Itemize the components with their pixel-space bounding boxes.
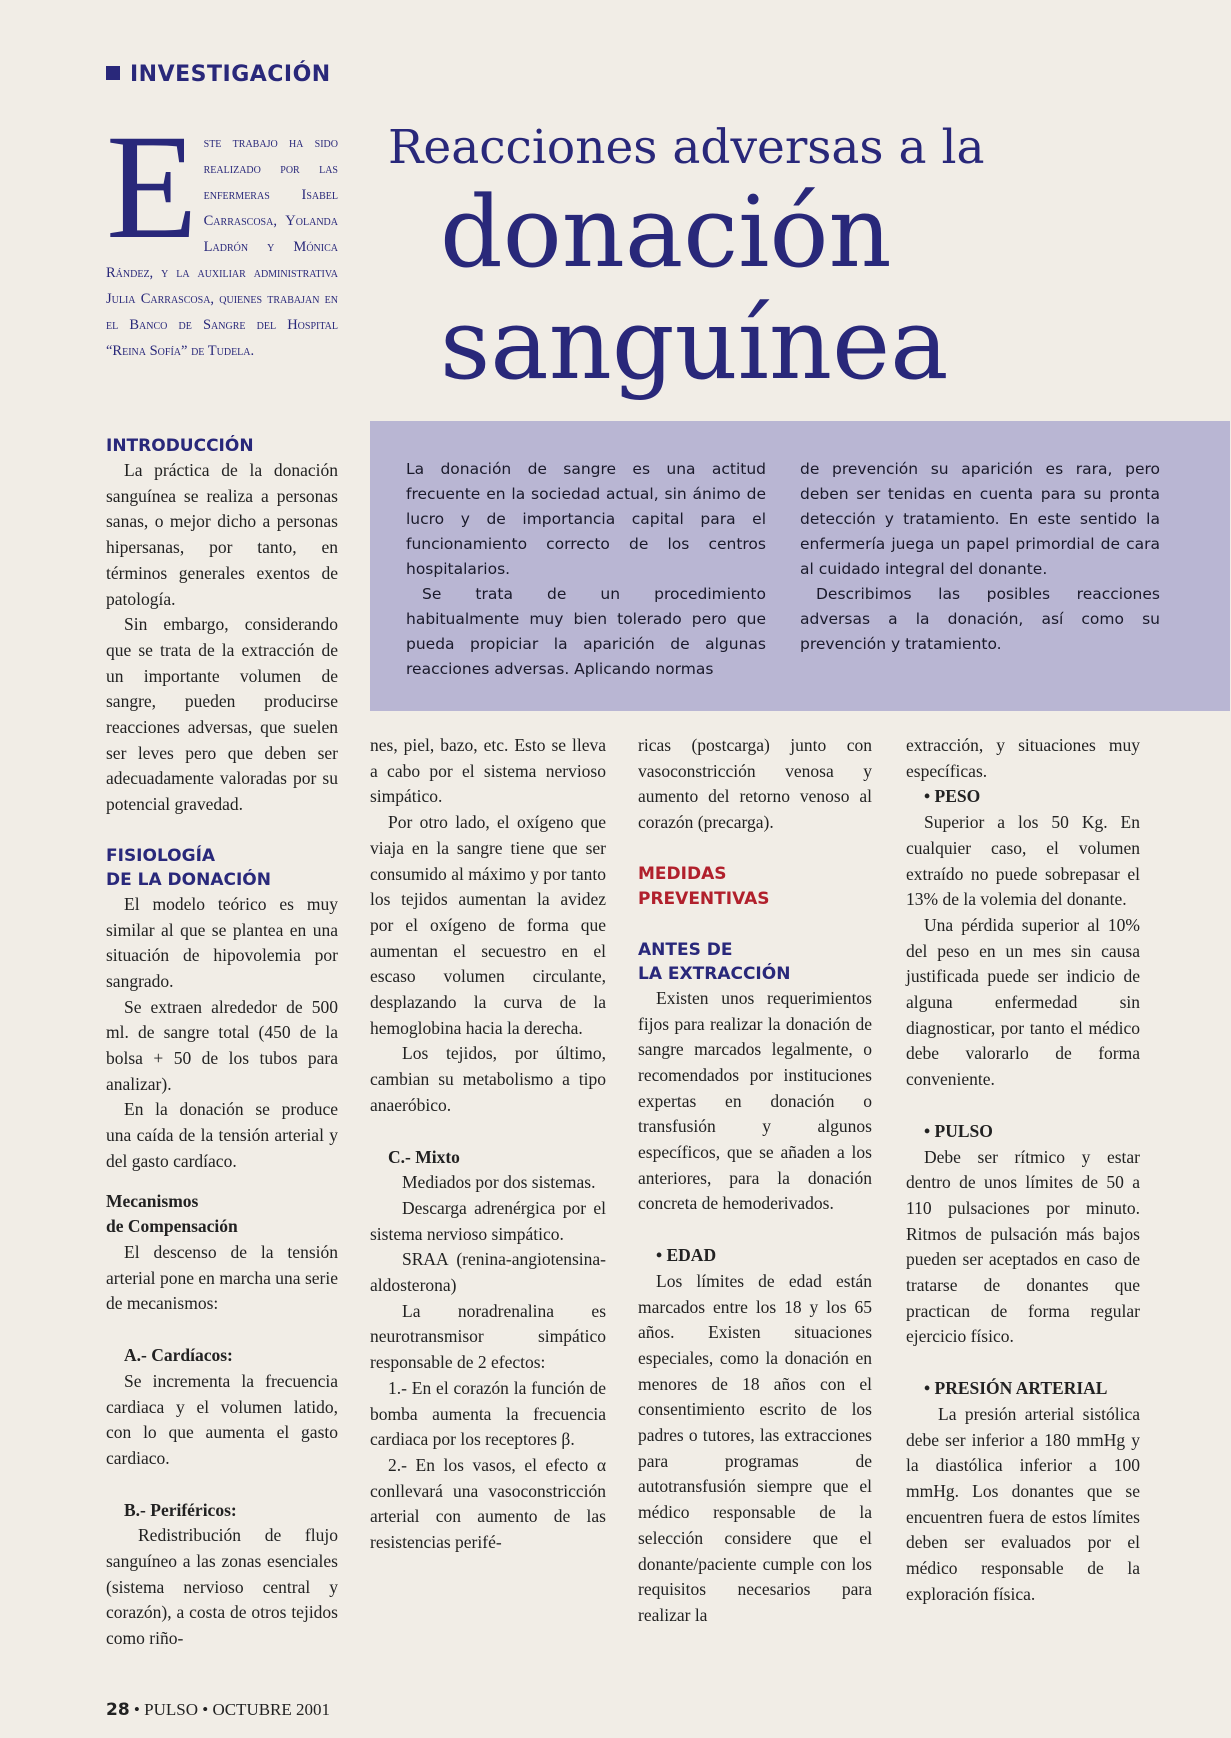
abstract-paragraph: Describimos las posibles reacciones adversas a la donación, así como su prevención y tratamiento. <box>800 585 1160 653</box>
paragraph: La noradrenalina es neurotransmisor simpático responsable de 2 efectos: <box>370 1300 606 1373</box>
heading-mecanismos: Mecanismos <box>106 1190 199 1211</box>
abstract-col-1 <box>406 457 766 691</box>
heading-edad: • EDAD <box>656 1245 717 1266</box>
drop-cap: E <box>106 104 198 270</box>
paragraph: Superior a los 50 Kg. En cualquier caso, el volumen extraído no puede sobrepasar el 13% de la volemia del donante. <box>906 812 1140 910</box>
heading-cardiacos: A.- Cardíacos: <box>124 1345 233 1366</box>
title-line-3: sanguínea <box>440 288 949 402</box>
text-column-3 <box>638 733 872 1629</box>
separator: • <box>133 1700 140 1719</box>
magazine-name: PULSO <box>144 1700 198 1719</box>
paragraph: El descenso de la tensión arterial pone en marcha una serie de mecanismos: <box>106 1241 338 1314</box>
paragraph: Mediados por dos sistemas. <box>402 1172 596 1193</box>
abstract-paragraph: La donación de sangre es una actitud frecuente en la sociedad actual, sin ánimo de lucro y de importancia capital para el funcionamiento correcto de los centros hospitalarios. <box>406 460 766 578</box>
separator: • <box>202 1700 209 1719</box>
paragraph: Se incrementa la frecuencia cardiaca y el volumen latido, con lo que aumenta el gasto cardiaco. <box>106 1370 338 1468</box>
paragraph: Redistribución de flujo sanguíneo a las zonas esenciales (sistema nervioso central y corazón), a costa de otros tejidos como riño- <box>106 1525 338 1649</box>
text-column-2 <box>370 733 606 1556</box>
paragraph: En la donación se produce una caída de la tensión arterial y del gasto cardíaco. <box>106 1099 338 1171</box>
heading-introduccion: INTRODUCCIÓN <box>106 436 254 456</box>
heading-presion-arterial: • PRESIÓN ARTERIAL <box>924 1378 1108 1399</box>
paragraph: La práctica de la donación sanguínea se realiza a personas sanas, o mejor dicho a personas hipersanas, por tanto, en términos generales exentos de patología. <box>106 460 338 609</box>
paragraph: Los límites de edad están marcados entre los 18 y los 65 años. Existen situaciones especiales, como la donación en menores de 18 años con el consentimiento escrito de los padres o tutores, las extracciones para programas de autotransfusión siempre que el médico responsable de la selección considere que el donante/paciente cumple con los requisitos necesarios para realizar la <box>638 1270 872 1625</box>
paragraph: Sin embargo, considerando que se trata de la extracción de un importante volumen de sangre, pueden producirse reacciones adversas, que suelen ser leves pero que deben ser adecuadamente valoradas por su potencial gravedad. <box>106 614 338 815</box>
issue-date: OCTUBRE 2001 <box>212 1700 331 1719</box>
paragraph: La presión arterial sistólica debe ser inferior a 180 mmHg y la diastólica inferior a 100 mmHg. Los donantes que se encuentren fuera de estos límites deben ser evaluados por el médico responsable de la exploración física. <box>906 1403 1140 1604</box>
heading-de-la-donacion: DE LA DONACIÓN <box>106 869 271 890</box>
abstract-col-2 <box>800 457 1160 691</box>
paragraph: Una pérdida superior al 10% del peso en un mes sin causa justificada puede ser indicio de alguna enfermedad sin diagnosticar, por tanto el médico debe valorarlo de forma conveniente. <box>906 914 1140 1090</box>
paragraph: El modelo teórico es muy similar al que se plantea en una situación de hipovolemia por sangrado. <box>106 893 338 991</box>
heading-de-compensacion: de Compensación <box>106 1216 238 1237</box>
abstract-paragraph: de prevención su aparición es rara, pero deben ser tenidas en cuenta para su pronta detección y tratamiento. En este sentido la enfermería juega un papel primordial de cara al cuidado integral del donante. <box>800 460 1160 578</box>
heading-perifericos: B.- Periféricos: <box>124 1499 237 1520</box>
paragraph: SRAA (renina-angiotensina-aldosterona) <box>370 1249 606 1296</box>
paragraph: Descarga adrenérgica por el sistema nervioso simpático. <box>370 1197 606 1244</box>
square-bullet-icon <box>106 66 120 80</box>
heading-peso: • PESO <box>924 786 981 807</box>
paragraph: Por otro lado, el oxígeno que viaja en la sangre tiene que ser consumido al máximo y por tanto los tejidos aumentan la avidez por el oxígeno de forma que aumentan el secuestro en el escaso volumen circulante, desplazando la curva de la hemoglobina hacia la derecha. <box>370 812 606 1038</box>
heading-mixto: C.- Mixto <box>388 1146 460 1167</box>
paragraph: ricas (postcarga) junto con vasoconstricción venosa y aumento del retorno venoso al corazón (precarga). <box>638 735 872 833</box>
page-footer <box>106 1700 330 1720</box>
intro-credits <box>106 104 338 364</box>
heading-antes-de: ANTES DE <box>638 939 733 960</box>
paragraph: Se extraen alrededor de 500 ml. de sangre total (450 de la bolsa + 50 de los tubos para analizar). <box>106 996 338 1094</box>
heading-fisiologia: FISIOLOGÍA <box>106 845 216 866</box>
section-tag: INVESTIGACIÓN <box>106 62 331 87</box>
intro-text: ste trabajo ha sido realizado por las enfermeras Isabel Carrascosa, Yolanda Ladrón y Mónica Rández, y la auxiliar administrativa Julia Carrascosa, quienes trabajan en el Banco de Sangre del Hospital “Reina Sofía” de Tudela. <box>106 135 338 359</box>
paragraph: 2.- En los vasos, el efecto α conllevará una vasoconstricción arterial con aumento de las resistencias perifé- <box>370 1454 606 1553</box>
abstract-paragraph: Se trata de un procedimiento habitualmente muy bien tolerado pero que pueda propiciar la aparición de algunas reacciones adversas. Aplicando normas <box>406 585 766 678</box>
paragraph: Existen unos requerimientos fijos para realizar la donación de sangre marcados legalmente, o recomendados por instituciones expertas en donación o transfusión y algunos específicos, que se añaden a los anteriores, para la donación concreta de hemoderivados. <box>638 987 872 1214</box>
paragraph: extracción, y situaciones muy específicas. <box>906 735 1140 781</box>
text-column-1 <box>106 434 338 1652</box>
abstract-box <box>370 421 1230 711</box>
text-column-4 <box>906 733 1140 1608</box>
page-number: 28 <box>106 1700 130 1720</box>
heading-la-extraccion: LA EXTRACCIÓN <box>638 963 791 984</box>
heading-preventivas: PREVENTIVAS <box>638 888 770 909</box>
paragraph: Debe ser rítmico y estar dentro de unos límites de 50 a 110 pulsaciones por minuto. Ritmos de pulsación más bajos pueden ser aceptados en caso de tratarse de donantes que practican de forma regular ejercicio físico. <box>906 1146 1140 1347</box>
heading-pulso: • PULSO <box>924 1120 993 1141</box>
heading-medidas: MEDIDAS <box>638 863 727 884</box>
paragraph: nes, piel, bazo, etc. Esto se lleva a cabo por el sistema nervioso simpático. <box>370 735 606 807</box>
paragraph: Los tejidos, por último, cambian su metabolismo a tipo anaeróbico. <box>370 1043 606 1115</box>
paragraph: 1.- En el corazón la función de bomba aumenta la frecuencia cardiaca por los receptores β. <box>370 1377 606 1450</box>
title-line-1: Reacciones adversas a la <box>388 120 985 175</box>
title-line-2: donación <box>440 176 892 290</box>
